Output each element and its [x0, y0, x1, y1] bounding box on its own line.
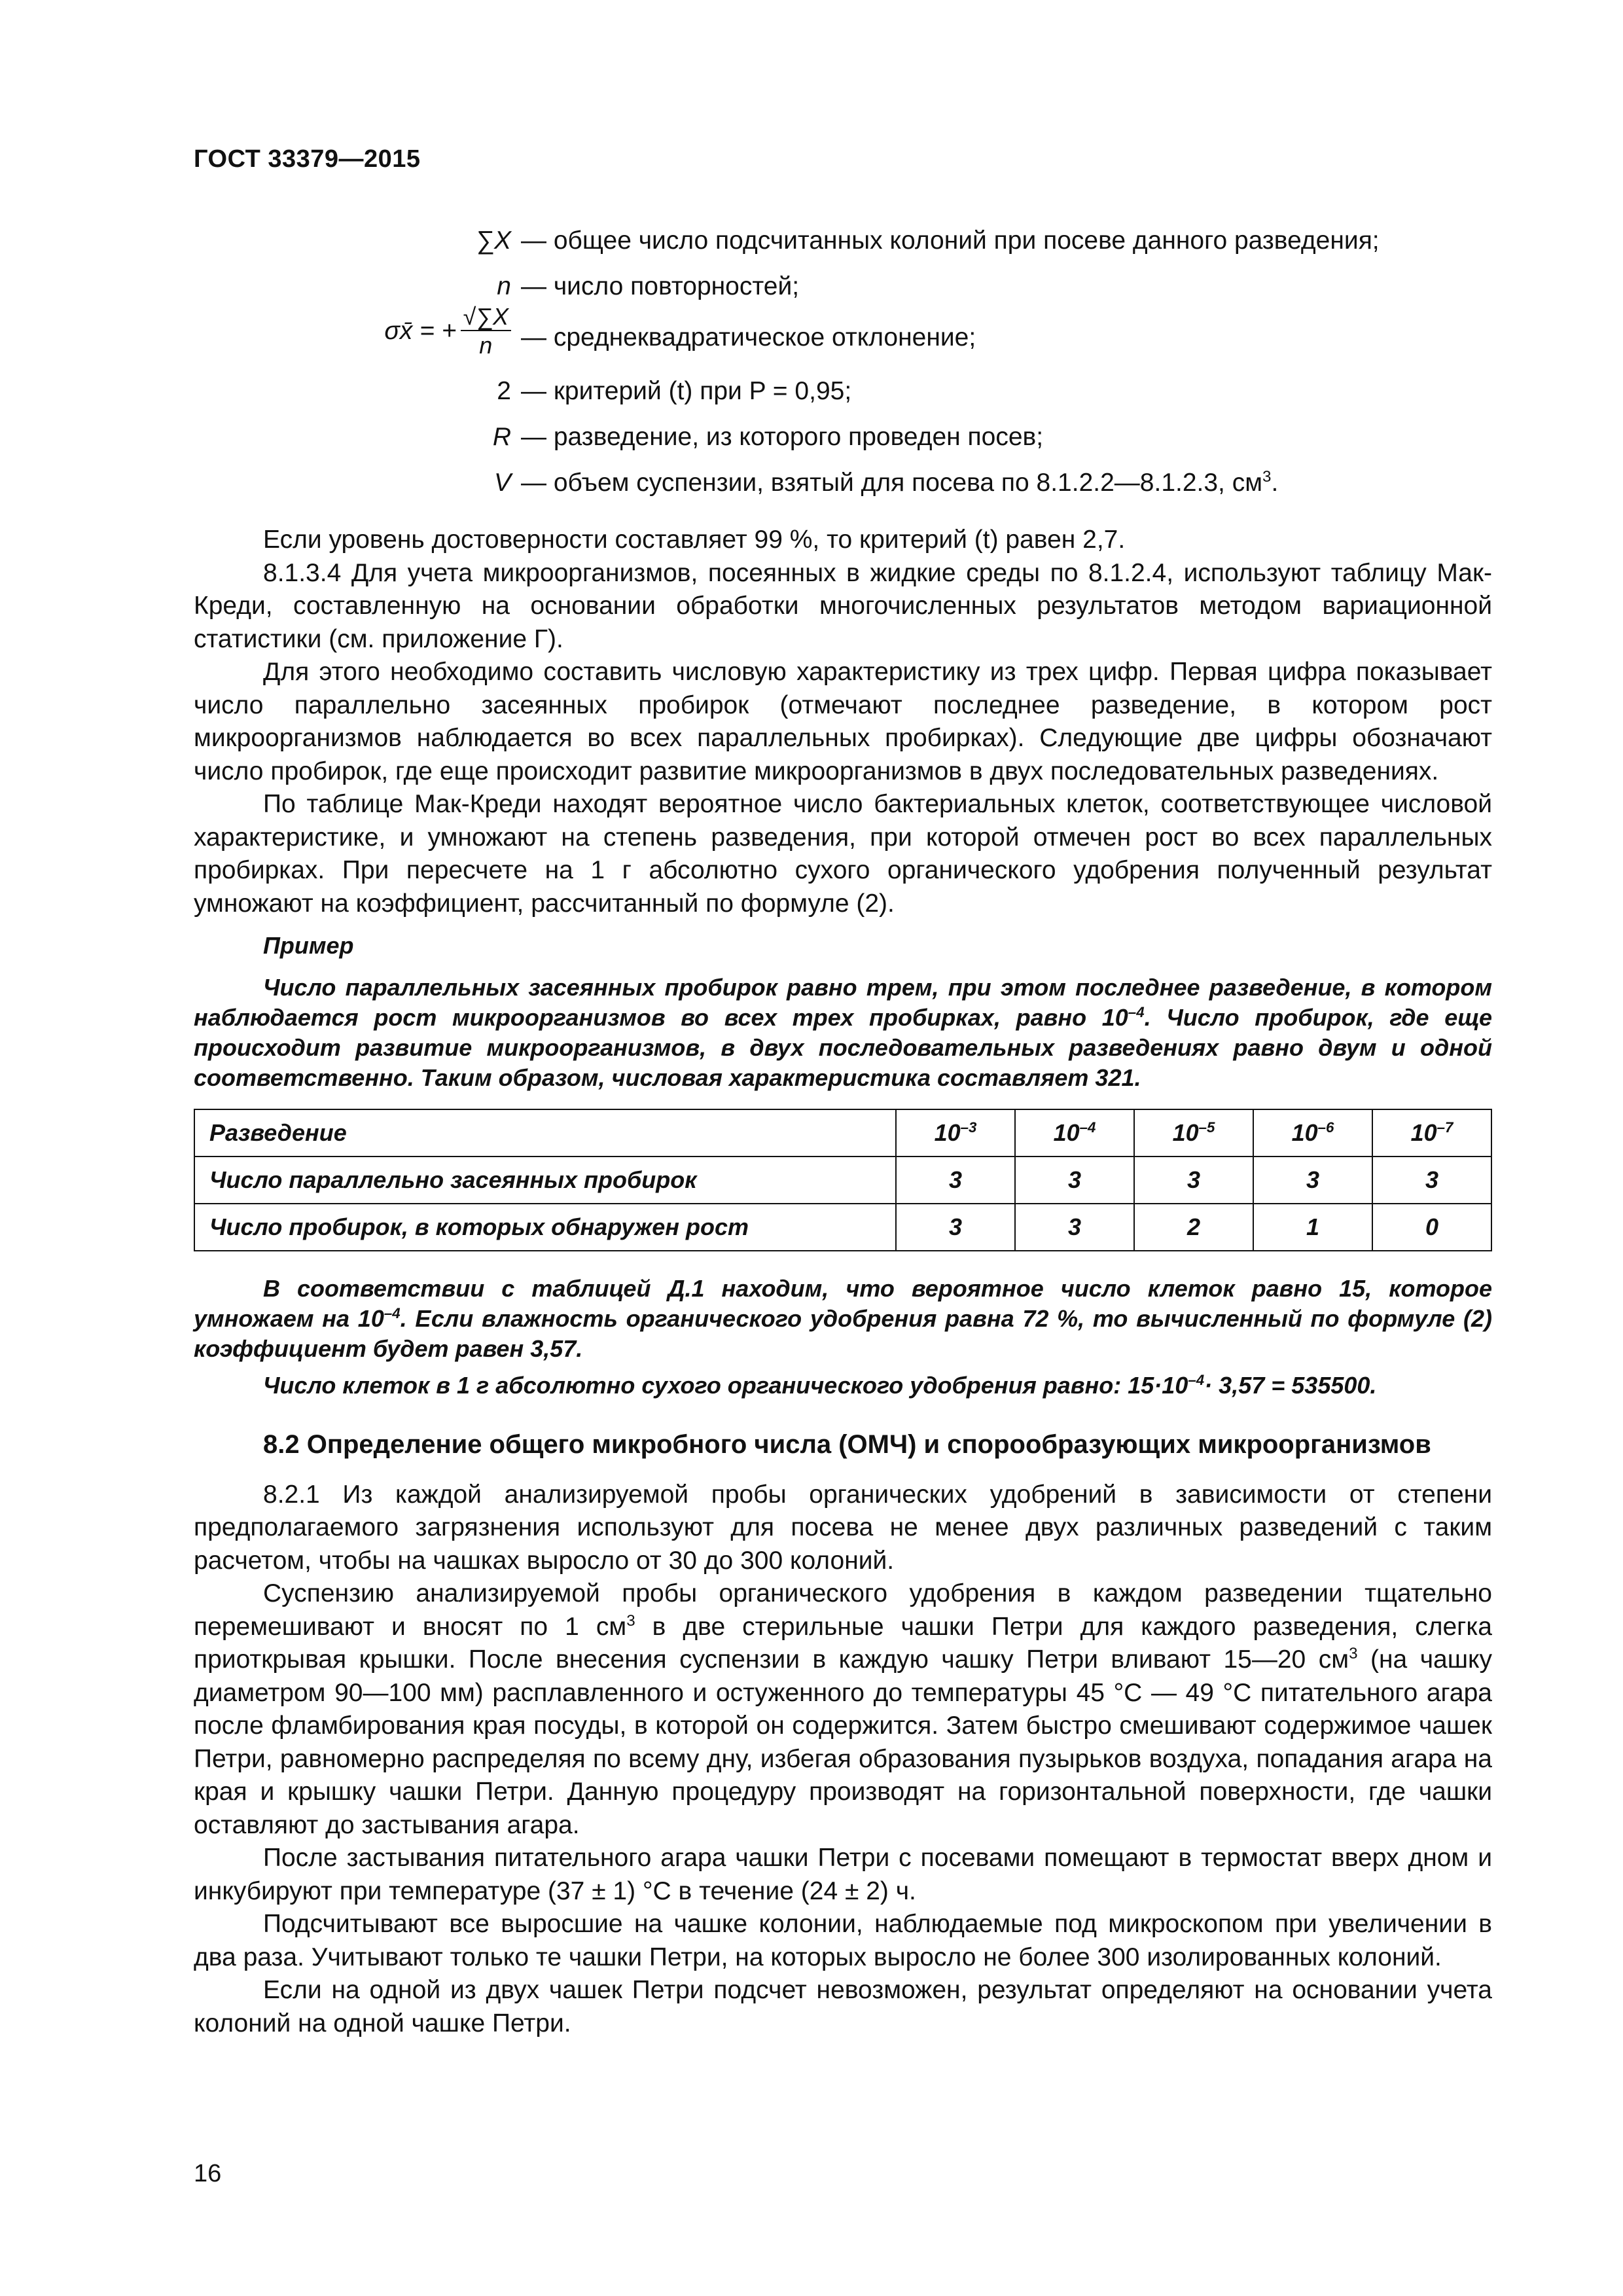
dilution-exp: –3	[960, 1119, 977, 1136]
legend-symbol: ∑X	[476, 226, 511, 255]
table-cell	[896, 1109, 1015, 1157]
paragraph: 8.2.1 Из каждой анализируемой пробы органических удобрений в зависимости от степени предполагаемого загрязнения используют для посева не менее двух различных разведений с таким расчетом, чтобы на чашках выросло от 30 до 300 колоний.	[194, 1480, 1492, 1575]
paragraph-part: в две стерильные чашки Петри для каждого разведения, слегка приоткрывая крышки. После внесения суспензии в каждую чашку Петри вливают 15—20 см	[194, 1612, 1492, 1674]
legend-row	[194, 465, 1437, 511]
legend-desc	[521, 469, 1278, 497]
table-row	[194, 1109, 1491, 1157]
example-conclusion-b: . Если влажность органического удобрения равна 72 %, то вычисленный по формуле (2) коэффициент будет равен 3,57.	[194, 1305, 1492, 1362]
table-row-label: Число параллельно засеянных пробирок	[194, 1157, 896, 1204]
fraction-denominator: n	[479, 331, 493, 359]
example-text-b: . Число пробирок, где еще происходит развитие микроорганизмов, в двух последовательных разведениях равно двум и одной соответственно. Таким образом, числовая характеристика составляет 321.	[194, 1004, 1493, 1091]
legend-row	[194, 223, 1437, 268]
legend-symbol: 2	[497, 377, 511, 405]
paragraph-part: Суспензию анализируемой пробы органического удобрения в каждом разведении тщательно перемешивают и вносят по 1 см	[194, 1579, 1492, 1641]
table-cell: 2	[1134, 1204, 1253, 1251]
table-cell: 3	[1015, 1157, 1134, 1204]
legend-row	[194, 268, 1437, 314]
dilution-base: 10	[1172, 1119, 1199, 1146]
table-row-label: Число пробирок, в которых обнаружен рост	[194, 1204, 896, 1251]
dilution-exp: –6	[1317, 1119, 1334, 1136]
example-result-b: · 3,57 = 535500.	[1204, 1372, 1377, 1399]
table-cell: 3	[896, 1204, 1015, 1251]
paragraph-sup: 3	[1349, 1645, 1358, 1662]
legend-desc: — общее число подсчитанных колоний при посеве данного разведения;	[521, 226, 1380, 255]
legend-desc: — разведение, из которого проведен посев;	[521, 423, 1044, 451]
paragraph: Подсчитывают все выросшие на чашке колонии, наблюдаемые под микроскопом при увеличении в два раза. Учитывают только те чашки Петри, на которых выросло не более 300 изолированных колоний.	[194, 1910, 1492, 1971]
paragraph: Для этого необходимо составить числовую характеристику из трех цифр. Первая цифра показывает число параллельно засеянных пробирок (отмечают последнее разведение, в котором рост микроорганизмов наблюдается во всех параллельных пробирках). Следующие две цифры обозначают число пробирок, где еще происходит развитие микроорганизмов в двух последовательных разведениях.	[194, 658, 1492, 785]
dilution-exp: –5	[1198, 1119, 1215, 1136]
table-cell: 1	[1253, 1204, 1372, 1251]
sigma-formula	[384, 304, 511, 358]
legend-row	[194, 373, 1437, 419]
example-result	[194, 1371, 1492, 1401]
formula-legend	[194, 223, 1437, 511]
table-cell	[1253, 1109, 1372, 1157]
example-text-a: Число параллельных засеянных пробирок равно трем, при этом последнее разведение, в котором наблюдается рост микроорганизмов во всех трех пробирках, равно 10	[194, 974, 1492, 1031]
document-header: ГОСТ 33379—2015	[194, 145, 421, 173]
dilution-base: 10	[1410, 1119, 1437, 1146]
table-cell: 3	[1134, 1157, 1253, 1204]
example-conclusion	[194, 1274, 1492, 1364]
legend-desc: — число повторностей;	[521, 272, 800, 300]
example-text	[194, 973, 1492, 1093]
spacer	[194, 1364, 1492, 1371]
section-heading: 8.2 Определение общего микробного числа (ОМЧ) и спорообразующих микроорганизмов	[263, 1430, 1431, 1459]
document-body	[194, 524, 1492, 2040]
table-row	[194, 1157, 1491, 1204]
table-cell: 3	[1253, 1157, 1372, 1204]
table-cell: 0	[1372, 1204, 1491, 1251]
table-cell	[1372, 1109, 1491, 1157]
example-sup: –4	[1128, 1004, 1145, 1020]
example-conclusion-sup: –4	[383, 1305, 401, 1321]
dilution-base: 10	[1053, 1119, 1080, 1146]
table-cell	[1015, 1109, 1134, 1157]
paragraph: Если на одной из двух чашек Петри подсчет невозможен, результат определяют на основании учета колоний на одной чашке Петри.	[194, 1976, 1492, 2037]
legend-row	[194, 419, 1437, 465]
legend-desc-sup: 3	[1262, 468, 1272, 486]
sigma-fraction	[461, 304, 511, 358]
table-cell: 3	[896, 1157, 1015, 1204]
example-conclusion-a: В соответствии с таблицей Д.1 находим, что вероятное число клеток равно 15, которое умножаем на 10	[194, 1275, 1492, 1332]
legend-desc-text: — объем суспензии, взятый для посева по 8.1.2.2—8.1.2.3, см	[521, 469, 1263, 497]
dilution-base: 10	[1291, 1119, 1318, 1146]
table-header-label: Разведение	[194, 1109, 896, 1157]
paragraph: По таблице Мак-Креди находят вероятное число бактериальных клеток, соответствующее числовой характеристике, и умножают на степень разведения, при которой отмечен рост во всех параллельных пробирках. При пересчете на 1 г абсолютно сухого органического удобрения полученный результат умножают на коэффициент, рассчитанный по формуле (2).	[194, 790, 1492, 918]
paragraph: 8.1.3.4 Для учета микроорганизмов, посеянных в жидкие среды по 8.1.2.4, используют таблицу Мак-Креди, составленную на основании обработки многочисленных результатов методом вариационной статистики (см. приложение Г).	[194, 558, 1492, 653]
fraction-numerator: √∑X	[461, 304, 511, 331]
dilution-base: 10	[934, 1119, 961, 1146]
paragraph-sup: 3	[626, 1611, 635, 1630]
example-title: Пример	[263, 932, 354, 959]
legend-symbol: R	[492, 423, 511, 451]
legend-row	[194, 303, 1437, 373]
legend-desc: — среднеквадратическое отклонение;	[521, 323, 976, 351]
table-cell	[1134, 1109, 1253, 1157]
paragraph	[194, 1577, 1492, 1842]
table-row	[194, 1204, 1491, 1251]
example-result-a: Число клеток в 1 г абсолютно сухого органического удобрения равно: 15·10	[263, 1372, 1188, 1399]
legend-symbol: V	[493, 469, 511, 497]
dilution-exp: –4	[1079, 1119, 1096, 1136]
example-result-sup: –4	[1188, 1372, 1205, 1388]
table-cell: 3	[1015, 1204, 1134, 1251]
dilution-table	[194, 1109, 1492, 1251]
sigma-formula-left: σx̄ = +	[384, 316, 457, 345]
page-number: 16	[194, 2160, 222, 2187]
dilution-exp: –7	[1436, 1119, 1454, 1136]
legend-desc: — критерий (t) при P = 0,95;	[521, 377, 852, 405]
paragraph: Если уровень достоверности составляет 99 %, то критерий (t) равен 2,7.	[263, 526, 1126, 554]
table-cell: 3	[1372, 1157, 1491, 1204]
legend-symbol: n	[497, 272, 511, 300]
legend-desc-after: .	[1271, 469, 1279, 497]
paragraph: После застывания питательного агара чашки Петри с посевами помещают в термостат вверх дном и инкубируют при температуре (37 ± 1) °С в течение (24 ± 2) ч.	[194, 1844, 1492, 1905]
paragraph-part: (на чашку диаметром 90—100 мм) расплавленного и остуженного до температуры 45 °С — 49 °С питательного агара после фламбирования края посуды, в которой он содержится. Затем быстро смешивают содержимое чашек Петри, равномерно распределяя по всему дну, избегая образования пузырьков воздуха, попадания агара на края и крышку чашки Петри. Данную процедуру производят на горизонтальной поверхности, где чашки оставляют до застывания агара.	[194, 1645, 1493, 1839]
